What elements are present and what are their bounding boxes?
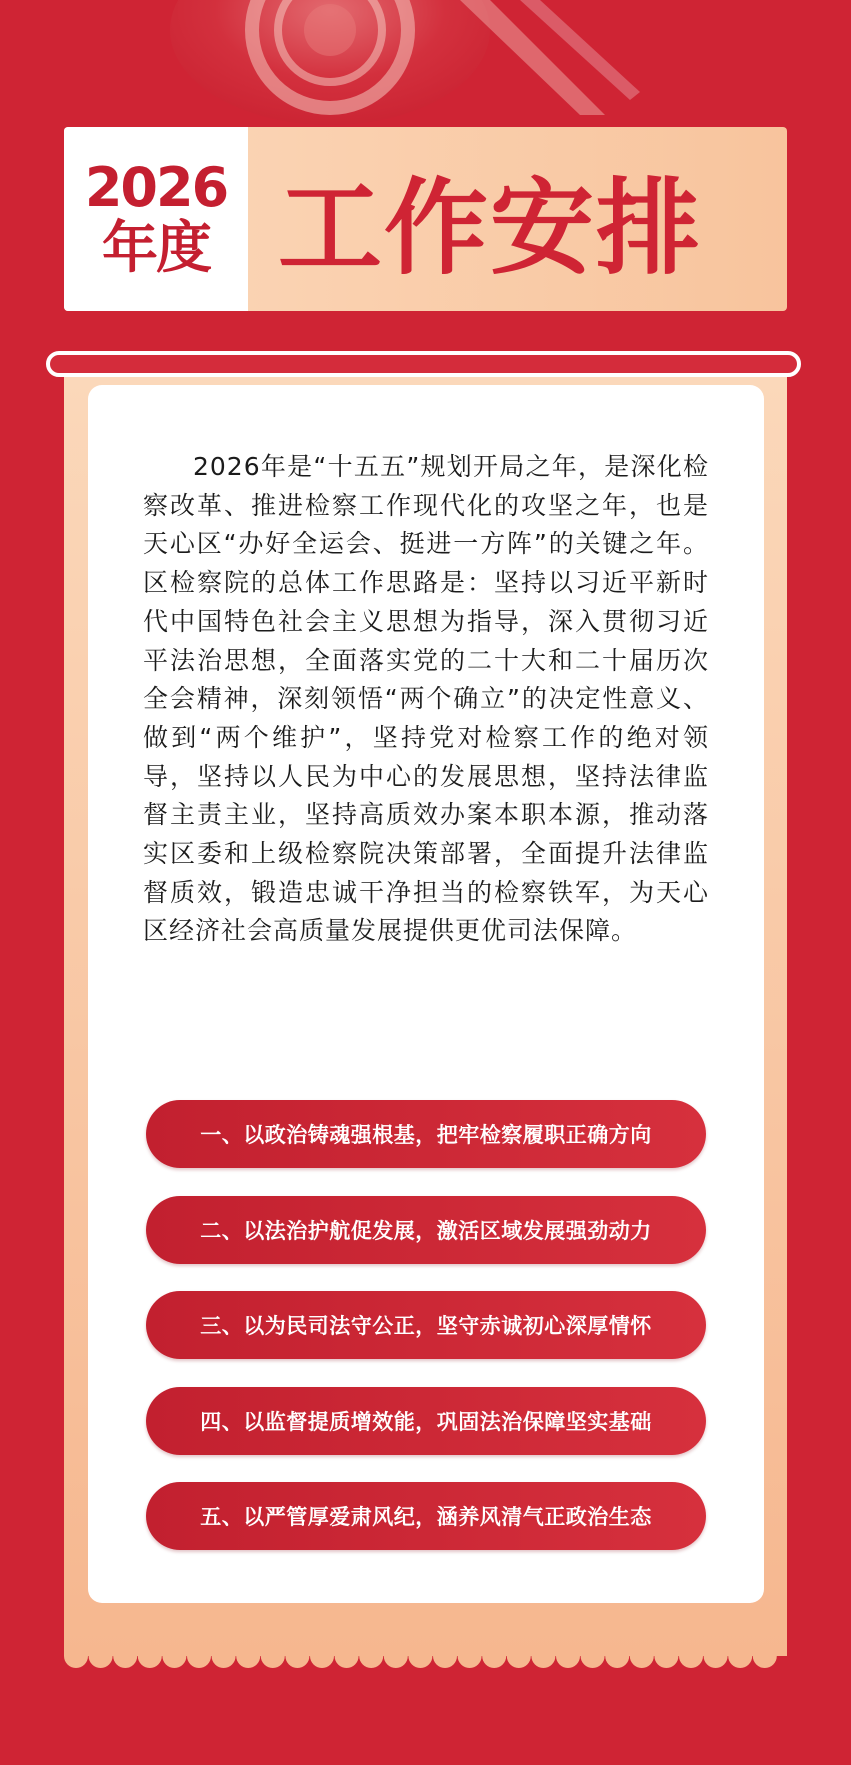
work-item-2: 二、以法治护航促发展，激活区域发展强劲动力	[146, 1196, 706, 1264]
header-banner	[64, 127, 787, 311]
year-label: 年度	[102, 216, 210, 281]
year-badge	[64, 127, 248, 311]
scalloped-edge	[64, 1648, 787, 1668]
page-title: 工作安排	[278, 167, 703, 289]
year-number: 2026	[84, 156, 228, 219]
scroll-rod	[46, 351, 801, 377]
work-item-1: 一、以政治铸魂强根基，把牢检察履职正确方向	[146, 1100, 706, 1168]
work-item-3: 三、以为民司法守公正，坚守赤诚初心深厚情怀	[146, 1291, 706, 1359]
decorative-illustration	[160, 0, 680, 125]
intro-paragraph: 2026年是“十五五”规划开局之年，是深化检察改革、推进检察工作现代化的攻坚之年，也是天心区“办好全运会、挺进一方阵”的关键之年。区检察院的总体工作思路是：坚持以习近平新时代中国特色社会主义思想为指导，深入贯彻习近平法治思想，全面落实党的二十大和二十届历次全会精神，深刻领悟“两个确立”的决定性意义、做到“两个维护”，坚持党对检察工作的绝对领导，坚持以人民为中心的发展思想，坚持法律监督主责主业，坚持高质效办案本职本源，推动落实区委和上级检察院决策部署，全面提升法律监督质效，锻造忠诚干净担当的检察铁军，为天心区经济社会高质量发展提供更优司法保障。	[143, 452, 709, 946]
work-item-4: 四、以监督提质增效能，巩固法治保障坚实基础	[146, 1387, 706, 1455]
work-item-5: 五、以严管厚爱肃风纪，涵养风清气正政治生态	[146, 1482, 706, 1550]
